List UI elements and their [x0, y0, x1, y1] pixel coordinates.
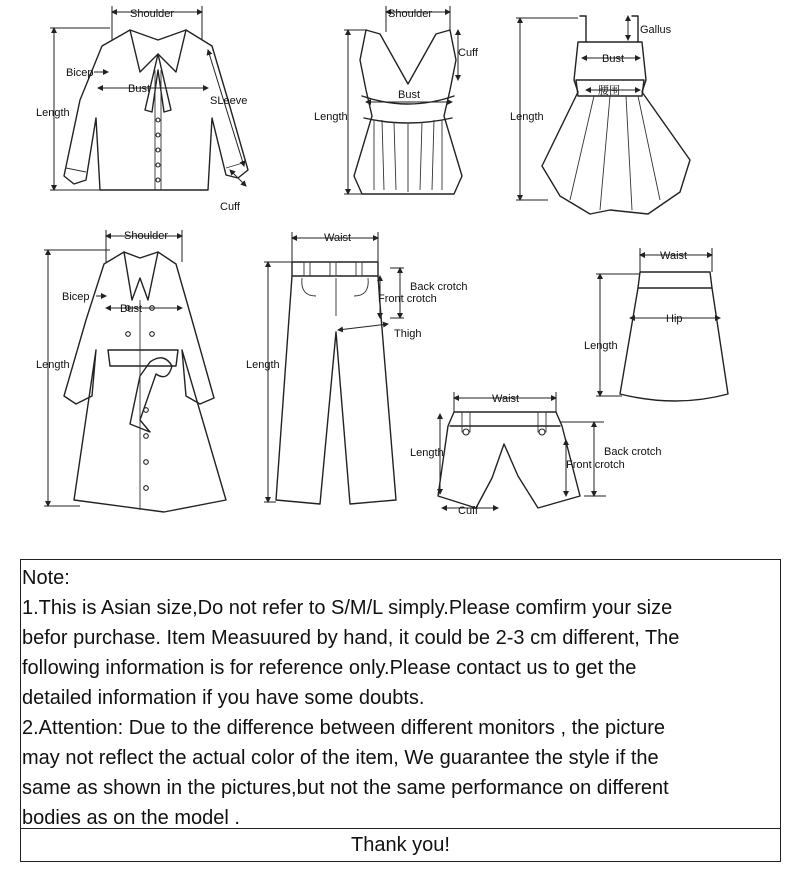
shorts-waist-label: Waist [492, 393, 520, 405]
pants-illustration [246, 232, 467, 504]
note-line: 1.This is Asian size,Do not refer to S/M/L simply.Please comfirm your size [22, 597, 673, 619]
note-line: detailed information if you have some doubts. [22, 687, 425, 709]
vest-length-label: Length [314, 111, 348, 123]
vest-cuff-label: Cuff [458, 47, 478, 59]
shirt-sleeve-label: SLeeve [210, 95, 248, 107]
shorts-length-label: Length [410, 447, 444, 459]
shirt-bust-label: Bust [128, 83, 151, 95]
shorts-back-crotch-label: Back crotch [604, 446, 662, 458]
thank-you-box [20, 829, 781, 862]
vest-shoulder-label: Shoulder [388, 8, 433, 20]
skirt-hip-label: Hip [666, 313, 683, 325]
shirt-illustration [36, 6, 248, 213]
pants-front-crotch-label: Front crotch [378, 293, 437, 305]
note-box [20, 559, 781, 829]
thank-you-text: Thank you! [351, 834, 450, 856]
strap-dress-illustration [510, 16, 690, 214]
note-line: may not reflect the actual color of the item, We guarantee the style if the [22, 747, 659, 769]
dress-length-label: Length [510, 111, 544, 123]
note-line: same as shown in the pictures,but not the same performance on different [22, 777, 669, 799]
dress-waist-label: 腰围 [598, 85, 620, 97]
note-line: 2.Attention: Due to the difference between different monitors , the picture [22, 717, 665, 739]
skirt-length-label: Length [584, 340, 618, 352]
vest-bust-label: Bust [398, 89, 421, 101]
note-line: befor purchase. Item Measuured by hand, it could be 2-3 cm different, The [22, 627, 680, 649]
shorts-illustration [410, 392, 661, 517]
shirt-length-label: Length [36, 107, 70, 119]
shirt-shoulder-label: Shoulder [130, 8, 175, 20]
pants-thigh-label: Thigh [394, 328, 422, 340]
coat-bust-label: Bust [120, 303, 143, 315]
skirt-waist-label: Waist [660, 250, 688, 262]
dress-bust-label: Bust [602, 53, 625, 65]
skirt-illustration [584, 248, 728, 401]
note-line: bodies as on the model . [22, 807, 240, 829]
note-heading: Note: [22, 567, 70, 589]
note-line: following information is for reference only.Please contact us to get the [22, 657, 637, 679]
coat-illustration [36, 230, 226, 512]
coat-length-label: Length [36, 359, 70, 371]
shirt-bicep-label: Bicep [66, 67, 94, 79]
pants-back-crotch-label: Back crotch [410, 281, 468, 293]
shorts-cuff-label: Cuff [458, 505, 478, 517]
shorts-front-crotch-label: Front crotch [566, 459, 625, 471]
dress-gallus-label: Gallus [640, 24, 672, 36]
coat-bicep-label: Bicep [62, 291, 90, 303]
pants-length-label: Length [246, 359, 280, 371]
coat-shoulder-label: Shoulder [124, 230, 169, 242]
vest-illustration [314, 6, 479, 194]
pants-waist-label: Waist [324, 232, 352, 244]
shirt-cuff-label: Cuff [220, 201, 240, 213]
